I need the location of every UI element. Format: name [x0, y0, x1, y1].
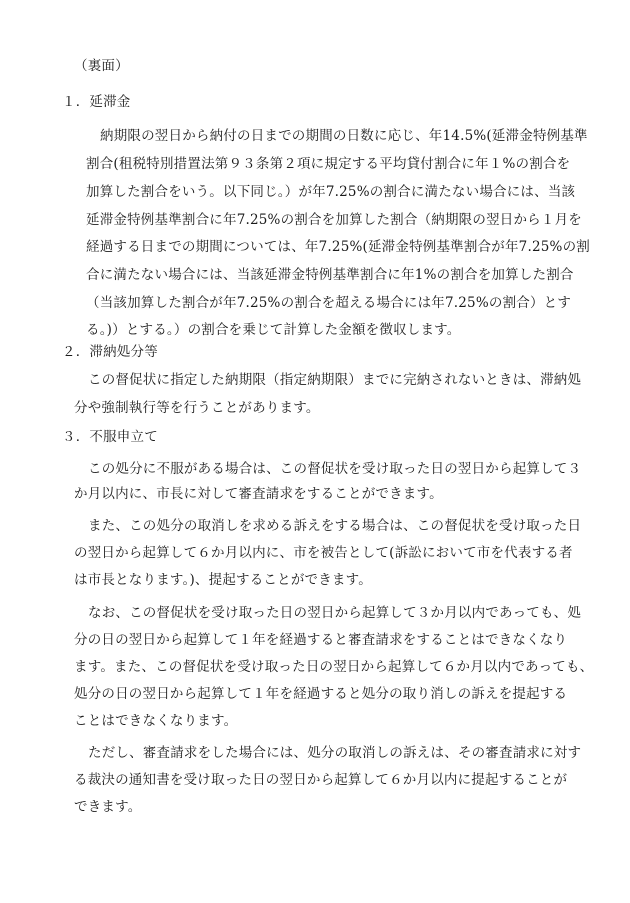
body-line: また、この処分の取消しを求める訴えをする場合は、この督促状を受け取った日 — [88, 518, 582, 534]
body-line: 加算した割合をいう。以下同じ。）が年7.25%の割合に満たない場合には、当該 — [86, 184, 576, 200]
body-line: できます。 — [74, 799, 142, 815]
body-line: ただし、審査請求をした場合には、処分の取消しの訴えは、その審査請求に対す — [88, 745, 582, 761]
body-line: 延滞金特例基準割合に年7.25%の割合を加算した割合（納期限の翌日から１月を — [86, 212, 582, 228]
body-line: 合に満たない場合には、当該延滞金特例基準割合に年1%の割合を加算した割合 — [86, 267, 574, 283]
body-line: る裁決の通知書を受け取った日の翌日から起算して６か月以内に提起することが — [74, 772, 568, 788]
body-line: は市長となります。)、提起することができます。 — [74, 572, 372, 588]
body-line: ます。また、この督促状を受け取った日の翌日から起算して６か月以内であっても、 — [74, 659, 594, 675]
body-line: 分や強制執行等を行うことがあります。 — [74, 400, 320, 416]
body-line: か月以内に、市長に対して審査請求をすることができます。 — [74, 486, 443, 502]
body-line: の翌日から起算して６か月以内に、市を被告として(訴訟において市を代表する者 — [74, 545, 573, 561]
body-line: 処分の日の翌日から起算して１年を経過すると処分の取り消しの訴えを提起する — [74, 686, 568, 702]
body-line: 分の日の翌日から起算して１年を経過すると審査請求をすることはできなくなり — [74, 632, 568, 648]
section-heading-appeal: ３．不服申立て — [62, 429, 158, 445]
body-line: 経過する日までの期間については、年7.25%(延滞金特例基準割合が年7.25%の割 — [86, 239, 590, 255]
page-header: （裏面） — [74, 58, 129, 74]
body-line: この処分に不服がある場合は、この督促状を受け取った日の翌日から起算して３ — [88, 461, 582, 477]
body-line: 納期限の翌日から納付の日までの期間の日数に応じ、年14.5%(延滞金特例基準 — [100, 128, 588, 144]
body-line: （当該加算した割合が年7.25%の割合を超える場合には年7.25%の割合）とす — [86, 295, 572, 311]
body-line: る。)）とする。）の割合を乗じて計算した金額を徴収します。 — [86, 322, 461, 338]
body-line: この督促状に指定した納期限（指定納期限）までに完納されないときは、滞納処 — [88, 372, 582, 388]
section-heading-late-fee: １．延滞金 — [62, 94, 131, 110]
body-line: なお、この督促状を受け取った日の翌日から起算して３か月以内であっても、処 — [88, 605, 582, 621]
body-line: 割合(租税特別措置法第９３条第２項に規定する平均貸付割合に年１%の割合を — [86, 156, 571, 172]
body-line: ことはできなくなります。 — [74, 713, 238, 729]
section-heading-delinquency: ２．滞納処分等 — [62, 344, 158, 360]
